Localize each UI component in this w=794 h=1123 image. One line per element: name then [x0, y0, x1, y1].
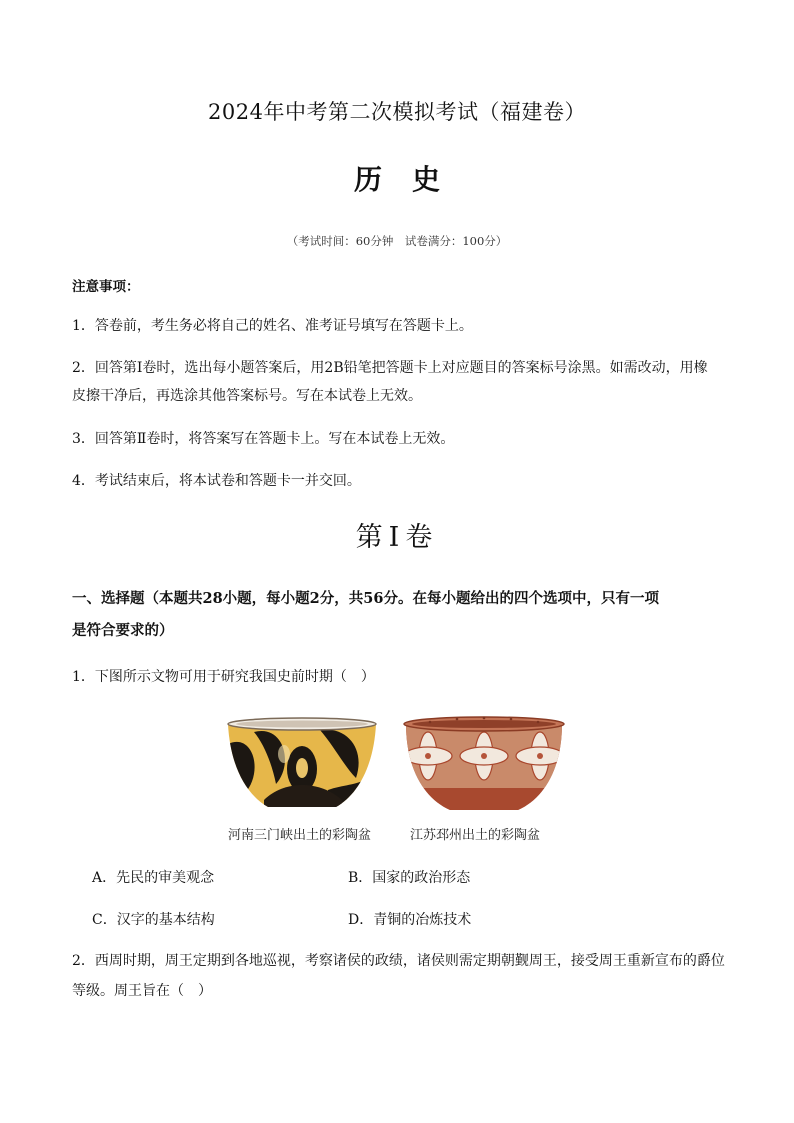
part-heading: 一、选择题（本题共28小题，每小题2分，共56分。在每小题给出的四个选项中，只有一项	[72, 590, 659, 607]
notes-heading: 注意事项：	[72, 279, 140, 295]
note-item: 3．回答第Ⅱ卷时，将答案写在答题卡上。写在本试卷上无效。	[72, 431, 455, 447]
option-b: B．国家的政治形态	[348, 870, 471, 886]
question-2-stem-continued: 等级。周王旨在（ ）	[72, 983, 212, 999]
figure-caption-left: 河南三门峡出土的彩陶盆	[228, 828, 372, 843]
question-2-stem: 2．西周时期，周王定期到各地巡视，考察诸侯的政绩，诸侯则需定期朝觐周王，接受周王重新宣布的爵位	[72, 953, 725, 969]
subject-title: 历史	[353, 163, 470, 196]
exam-title: 2024年中考第二次模拟考试（福建卷）	[208, 100, 586, 124]
note-item: 2．回答第Ⅰ卷时，选出每小题答案后，用2B铅笔把答题卡上对应题目的答案标号涂黑。如需改动，用橡	[72, 360, 708, 376]
option-c: C．汉字的基本结构	[92, 912, 215, 928]
note-item: 1．答卷前，考生务必将自己的姓名、准考证号填写在答题卡上。	[72, 318, 473, 334]
note-item: 4．考试结束后，将本试卷和答题卡一并交回。	[72, 473, 361, 489]
exam-info: （考试时间：60分钟 试卷满分：100分）	[286, 234, 508, 248]
question-1-figure	[224, 712, 570, 850]
option-d: D．青铜的冶炼技术	[348, 912, 472, 928]
note-item-continued: 皮擦干净后，再选涂其他答案标号。写在本试卷上无效。	[72, 388, 422, 404]
section-title: 第Ⅰ卷	[355, 522, 439, 553]
painted-basin-sanmenxia-image	[224, 714, 380, 818]
option-a: A．先民的审美观念	[92, 870, 215, 886]
question-1-stem: 1．下图所示文物可用于研究我国史前时期（ ）	[72, 669, 375, 685]
painted-basin-pizhou-image	[400, 712, 568, 820]
part-heading-continued: 是符合要求的）	[72, 622, 174, 639]
figure-caption-right: 江苏邳州出土的彩陶盆	[410, 828, 541, 843]
